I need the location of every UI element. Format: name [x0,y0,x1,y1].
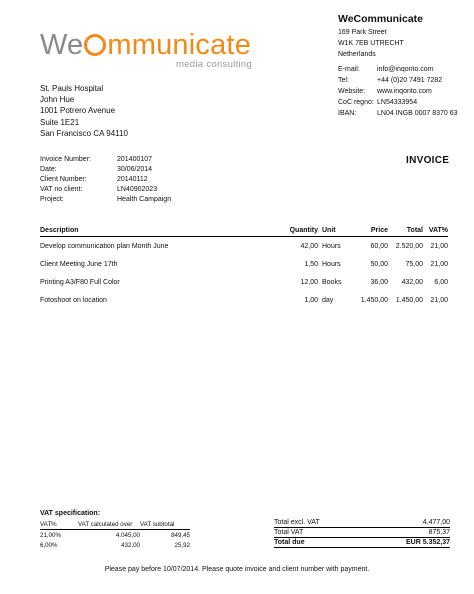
item-quantity: 1,50 [304,260,318,268]
company-country: Netherlands [338,51,376,59]
total-vat: 875,37 [364,528,450,538]
contact-label: E-mail: [338,65,360,73]
item-description: Client Meeting June 17th [40,260,118,268]
client-vat-number: LN40902023 [117,186,158,193]
item-unit: Hours [322,260,341,268]
total-due: EUR 5.352,37 [364,538,450,548]
item-vat: 21,00 [430,296,448,304]
vat-rate: 21,00% [40,532,61,539]
meta-row [40,185,171,195]
meta-label: Client Number: [40,176,87,183]
item-total: 1.450,00 [395,296,423,304]
item-unit: Hours [322,242,341,250]
vat-spec-col-subtotal: VAT subtotal [140,520,190,530]
totals-table [274,518,450,548]
contact-email[interactable]: info@inqonto.com [377,65,434,73]
recipient-line: John Hue [40,95,75,105]
logo-tagline: media consulting [176,59,253,70]
logo-ring-icon [84,34,106,56]
vat-spec-col-over: VAT calculated over [78,520,140,530]
contact-label: CoC regno: [338,99,374,107]
company-street: 169 Park Street [338,29,387,36]
item-vat: 6,00 [434,278,448,286]
meta-label: Invoice Number: [40,156,91,163]
vat-spec-title: VAT specification: [40,510,101,517]
invoice-date: 30/06/2014 [117,166,153,173]
vat-subtotal: 25,92 [174,542,190,549]
recipient-line: San Francisco CA 94110 [40,128,128,138]
meta-row [40,175,171,185]
vat-spec-col-rate: VAT% [40,520,78,530]
item-unit: day [322,296,334,304]
company-city: W1K 7EB UTRECHT [338,40,404,48]
total-label: Total excl. VAT [274,518,364,528]
total-label: Total due [274,538,364,548]
project-name: Health Campaign [117,196,172,203]
contact-label: Website: [338,88,366,96]
payment-note: Please pay before 10/07/2014. Please quote invoice and client number with payment. [104,566,370,573]
contact-phone: +44 (0)20 7491 7282 [377,76,443,84]
table-row [40,237,448,256]
total-vat-row [274,528,450,538]
contact-website[interactable]: www.inqonto.com [377,88,432,96]
recipient-line: Suite 1E21 [40,117,80,127]
logo-text-rest: mmunicate [107,29,252,61]
col-description: Description [40,225,270,237]
table-row [40,273,448,291]
item-vat: 21,00 [430,260,448,268]
company-name: WeCommunicate [338,13,423,25]
table-row [40,291,448,309]
item-total: 75,00 [405,260,423,268]
item-quantity: 42,00 [300,242,318,250]
item-total: 432,00 [401,278,423,286]
item-quantity: 12,00 [300,278,318,286]
vat-specification [40,510,190,550]
client-number: 20140112 [117,176,148,183]
item-vat: 21,00 [430,242,448,250]
table-row [40,540,190,550]
table-row [40,530,190,541]
invoice-meta [40,155,171,205]
item-price: 36,00 [370,278,388,286]
item-total: 2.520,00 [395,242,423,250]
company-contact-row [338,75,468,86]
vat-rate: 6,00% [40,542,58,549]
line-items-table [40,225,448,309]
meta-label: Date: [40,166,57,173]
company-contact-row [338,97,468,108]
invoice-number: 201400107 [117,156,153,163]
meta-label: Project: [40,196,64,203]
recipient-line: St. Pauls Hospital [40,84,104,93]
vat-subtotal: 849,45 [171,532,190,539]
col-quantity: Quantity [270,225,318,237]
col-total: Total [388,225,423,237]
col-unit: Unit [318,225,358,237]
contact-iban: LN04 INGB 0007 8370 63 [377,110,458,118]
contact-label: IBAN: [338,110,357,118]
total-excl-vat: 4.477,00 [364,518,450,528]
vat-calculated-over: 4.045,00 [115,532,140,539]
col-vat: VAT% [423,225,448,237]
invoice-title: INVOICE [406,155,450,166]
company-logo [40,30,270,80]
total-due-row [274,538,450,548]
company-contact-row [338,86,468,97]
col-price: Price [358,225,388,237]
meta-row [40,155,171,165]
company-info [338,12,468,120]
total-excl-vat-row [274,518,450,528]
company-contact-row [338,108,468,119]
items-header-row [40,225,448,237]
recipient-line: 1001 Potrero Avenue [40,106,116,116]
meta-label: VAT no client: [40,186,83,193]
company-contact-row [338,64,468,75]
item-unit: Books [322,278,342,286]
meta-row [40,165,171,175]
item-description: Printing A3/F80 Full Color [40,278,120,286]
vat-calculated-over: 432,00 [121,542,140,549]
contact-label: Tel: [338,76,349,84]
recipient-address [40,83,128,139]
item-description: Fotoshoot on location [40,296,107,304]
item-description: Develop communication plan Month June [40,242,169,250]
total-label: Total VAT [274,528,364,538]
item-price: 60,00 [370,242,388,250]
item-price: 1.450,00 [360,296,388,304]
meta-row [40,195,171,205]
vat-spec-table [40,520,190,550]
table-row [40,255,448,273]
logo-text-we: We [40,29,84,61]
contact-coc: LN54333954 [377,99,418,107]
vat-spec-header-row [40,520,190,530]
item-price: 50,00 [370,260,388,268]
item-quantity: 1,00 [304,296,318,304]
